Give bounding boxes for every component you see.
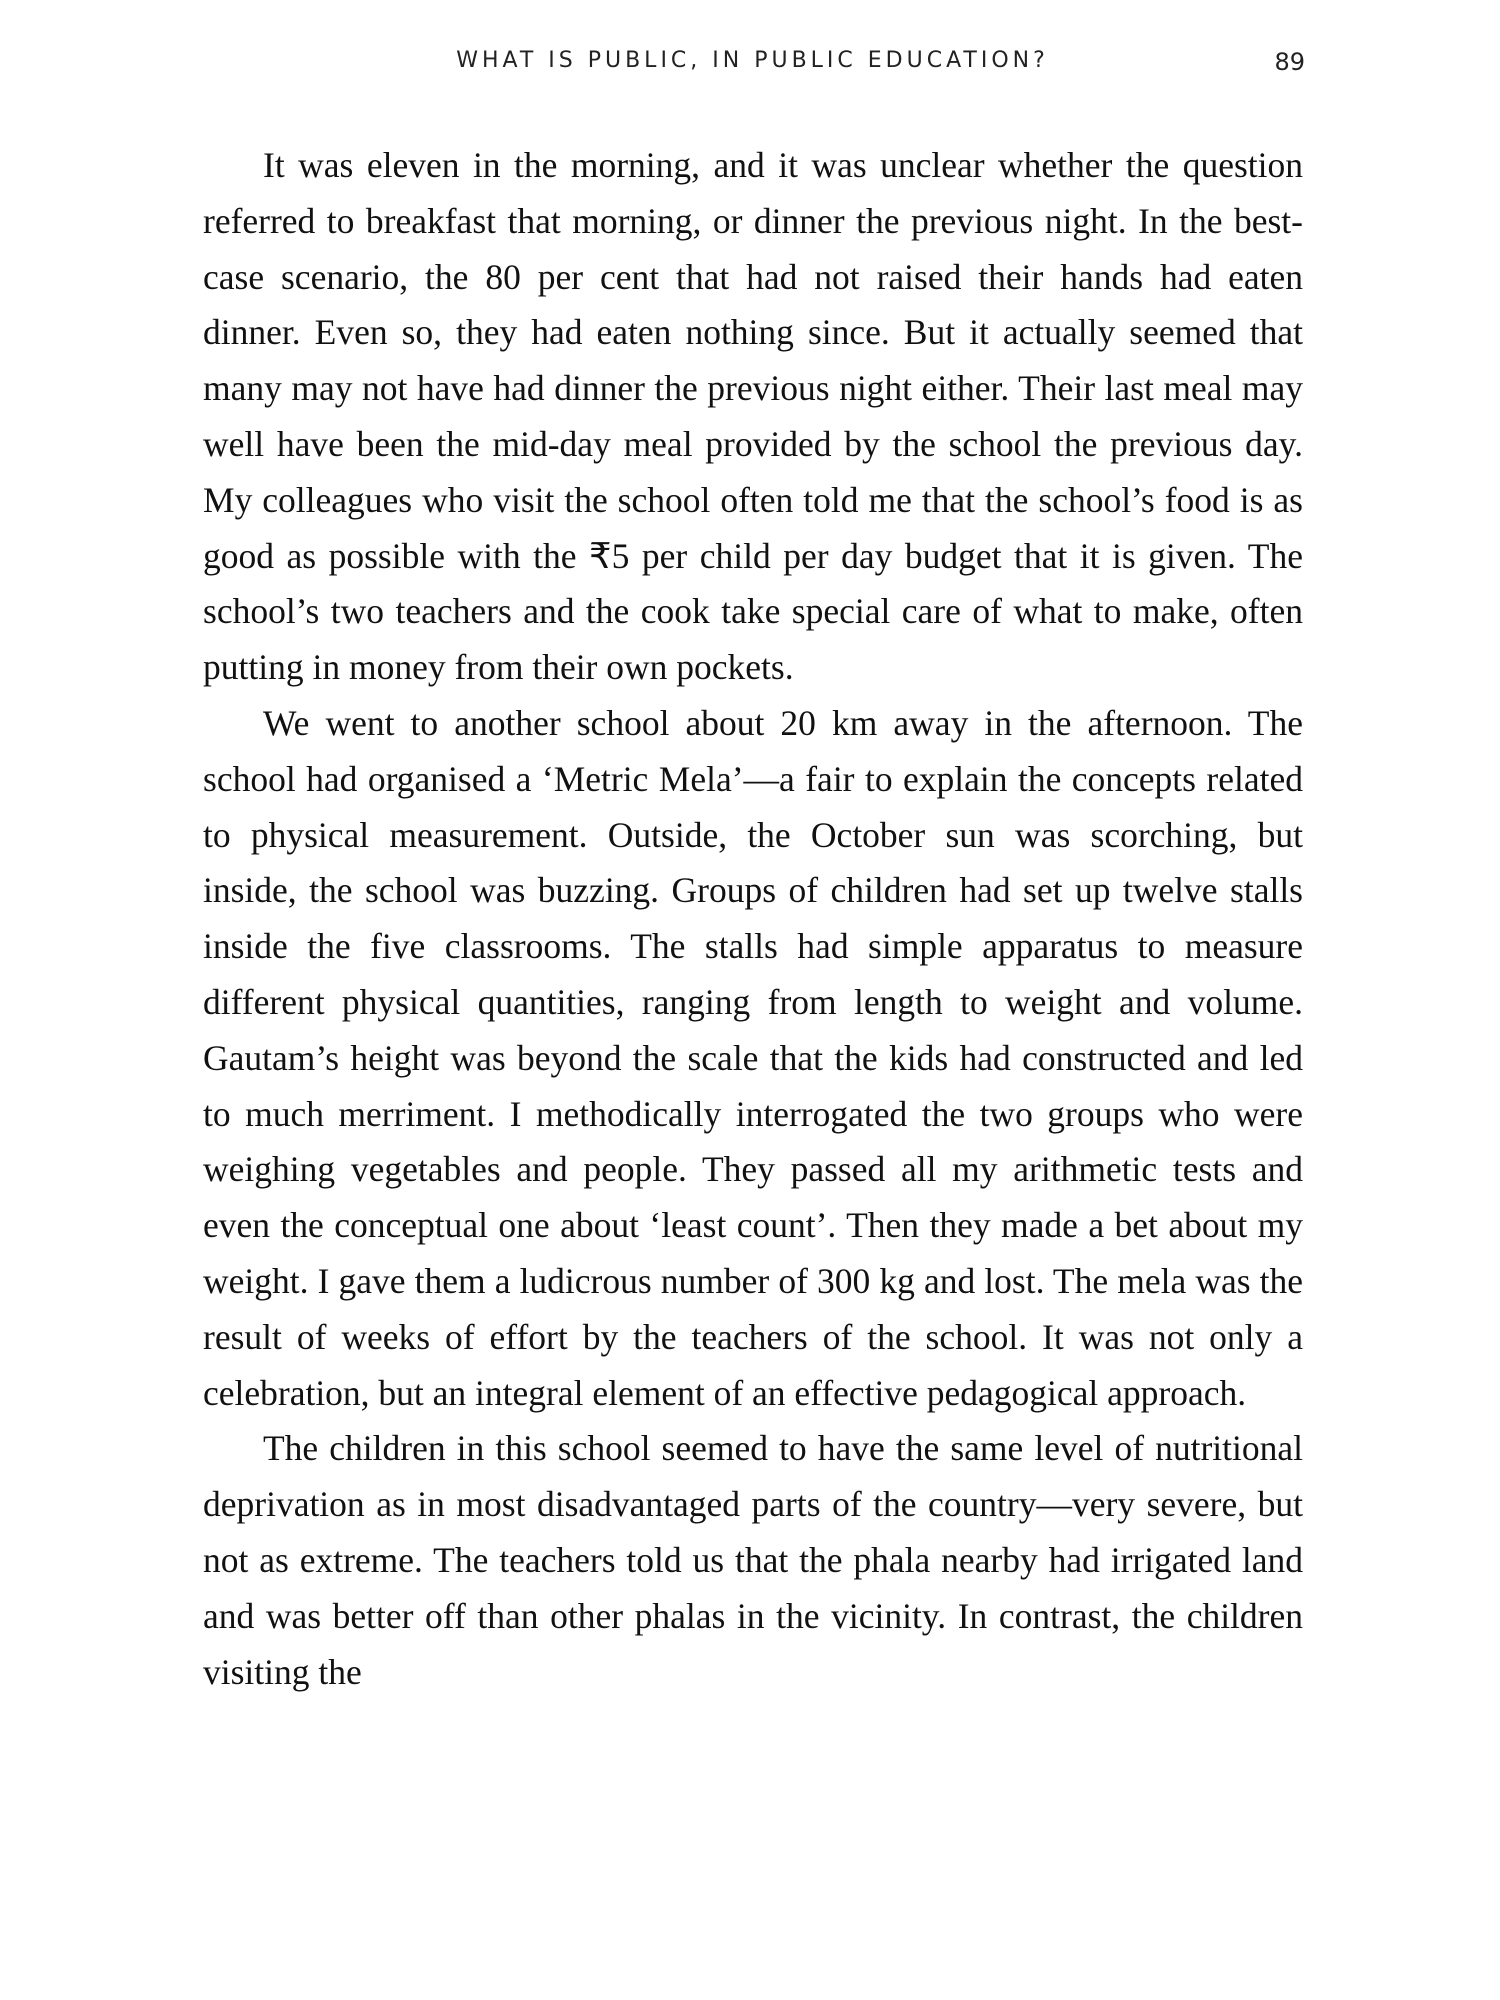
paragraph: We went to another school about 20 km away in the afternoon. The school had organised a ‘Metric Mela’—a fair to explain the concepts related to physical measurement. Outside, the October sun was scorching, but inside, the school was buzzing. Groups of children had set up twelve stalls inside the five classrooms. The stalls had simple apparatus to measure different physical quantities, ranging from length to weight and volume. Gautam’s height was beyond the scale that the kids had constructed and led to much merriment. I methodically interrogated the two groups who were weighing vegetables and people. They passed all my arithmetic tests and even the conceptual one about ‘least count’. Then they made a bet about my weight. I gave them a ludicrous number of 300 kg and lost. The mela was the result of weeks of effort by the teachers of the school. It was not only a celebration, but an integral element of an effective pedagogical approach.	[203, 702, 1303, 1413]
running-title: WHAT IS PUBLIC, IN PUBLIC EDUCATION?	[456, 48, 1049, 73]
running-header	[200, 48, 1305, 88]
body-text	[203, 138, 1303, 1700]
page-number: 89	[1274, 48, 1305, 76]
paragraph: The children in this school seemed to have the same level of nutritional deprivation as in most disadvantaged parts of the country—very severe, but not as extreme. The teachers told us that the phala nearby had irrigated land and was better off than other phalas in the vicinity. In contrast, the children visiting the	[203, 1428, 1303, 1692]
paragraph: It was eleven in the morning, and it was unclear whether the question referred to breakfast that morning, or dinner the previous night. In the best-case scenario, the 80 per cent that had not raised their hands had eaten dinner. Even so, they had eaten nothing since. But it actually seemed that many may not have had dinner the previous night either. Their last meal may well have been the mid-day meal provided by the school the previous day. My colleagues who visit the school often told me that the school’s food is as good as possible with the ₹5 per child per day budget that it is given. The school’s two teachers and the cook take special care of what to make, often putting in money from their own pockets.	[203, 145, 1303, 688]
